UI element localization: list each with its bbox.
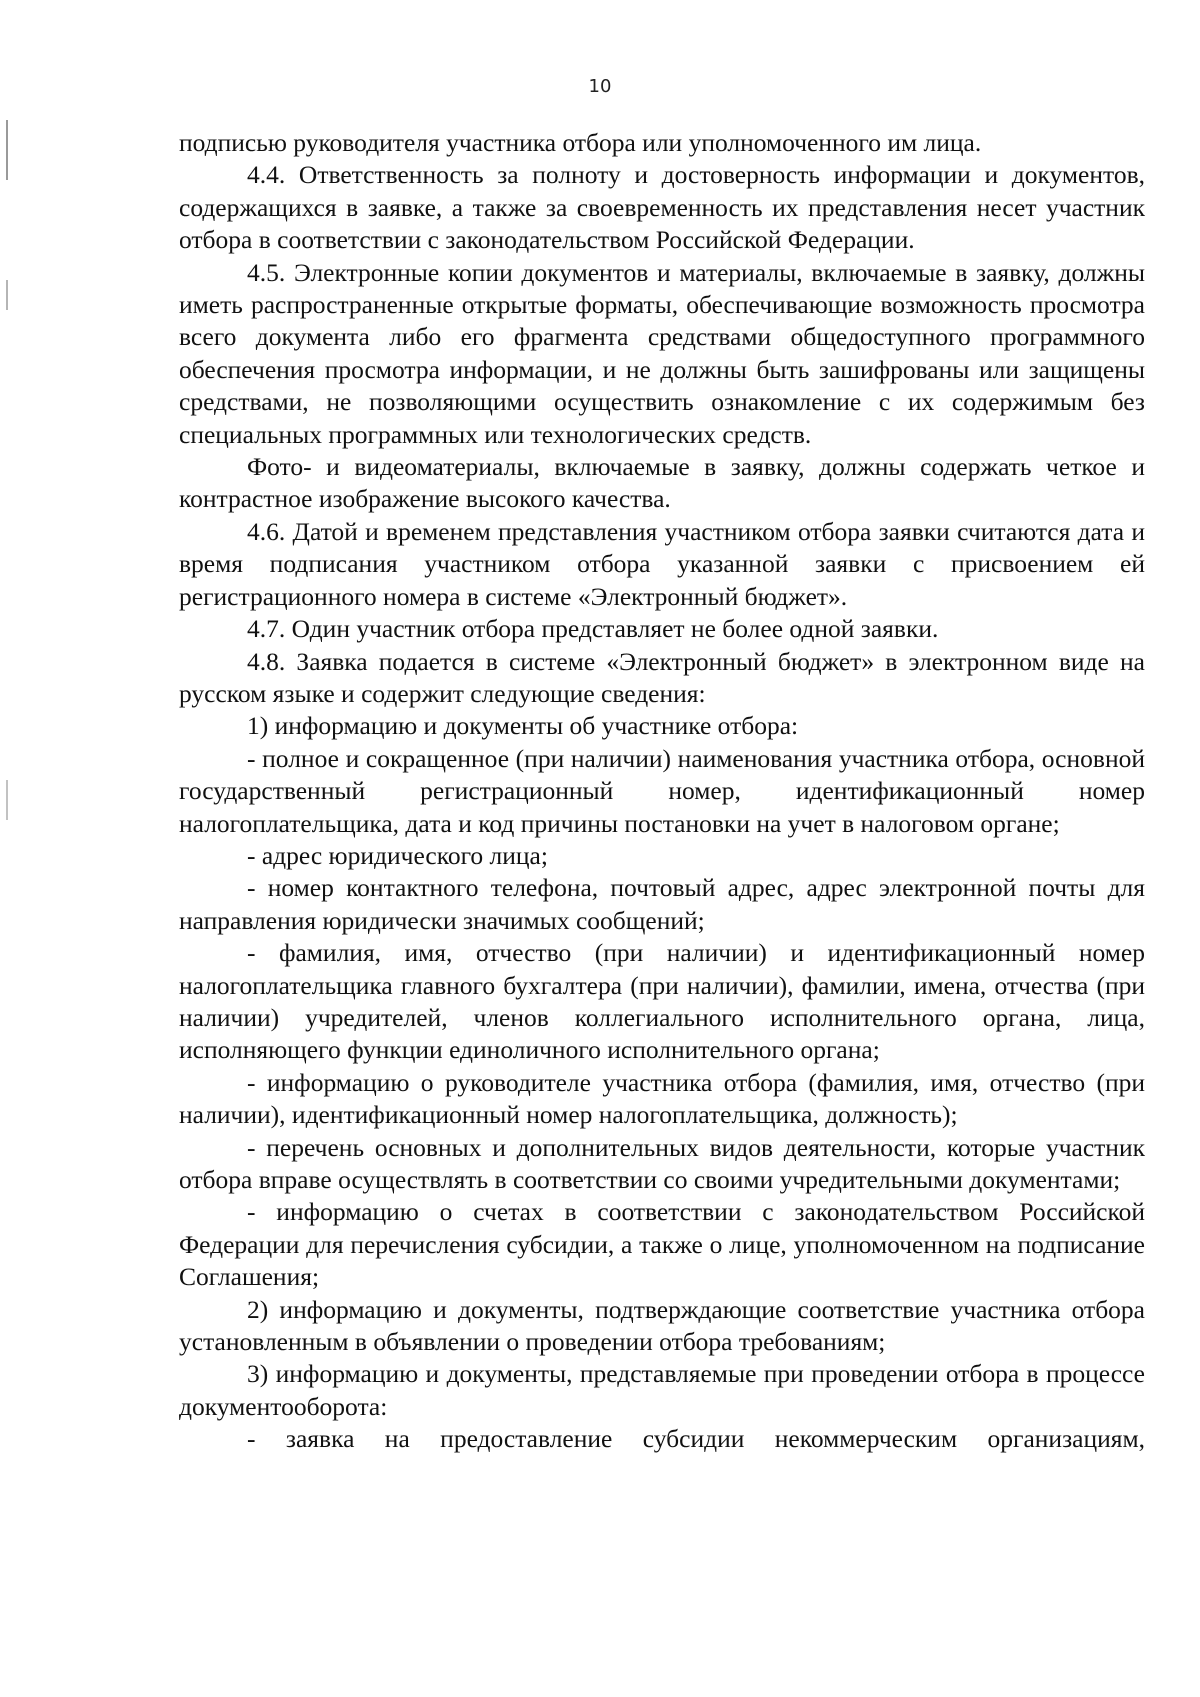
dash-list-item: - перечень основных и дополнительных видов деятельности, которые участник отбора вправе осуществлять в соответствии со своими учредительными документами; bbox=[179, 1132, 1145, 1194]
dash-list-item: - заявка на предоставление субсидии некоммерческим организациям, bbox=[247, 1424, 1145, 1454]
dash-list-item: - фамилия, имя, отчество (при наличии) и идентификационный номер налогоплательщика главного бухгалтера (при наличии), фамилии, имена, отчества (при наличии) учредителей, членов коллегиального исполнительного органа, лица, исполняющего функции единоличного исполнительного органа; bbox=[179, 938, 1145, 1065]
list-item-2: 2) информацию и документы, подтверждающие соответствие участника отбора установленным в объявлении о проведении отбора требованиям; bbox=[179, 1294, 1145, 1357]
scan-edge-mark bbox=[6, 780, 8, 820]
dash-list-item: - информацию о руководителе участника отбора (фамилия, имя, отчество (при наличии), идентификационный номер налогоплательщика, должность); bbox=[179, 1067, 1145, 1130]
paragraph-clause-4-4: 4.4. Ответственность за полноту и достоверность информации и документов, содержащихся в заявке, а также за своевременность их представления несет участник отбора в соответствии с законодательством Российской Федерации. bbox=[179, 160, 1145, 255]
dash-list-item: - полное и сокращенное (при наличии) наименования участника отбора, основной государственный регистрационный номер, идентификационный номер налогоплательщика, дата и код причины постановки на учет в налоговом органе; bbox=[179, 743, 1145, 838]
document-body bbox=[179, 127, 1145, 1456]
dash-list-item: - информацию о счетах в соответствии с законодательством Российской Федерации для перечисления субсидии, а также о лице, уполномоченном на подписание Соглашения; bbox=[179, 1197, 1145, 1292]
dash-list-item: - номер контактного телефона, почтовый адрес, адрес электронной почты для направления юридически значимых сообщений; bbox=[179, 873, 1145, 935]
page-number: 10 bbox=[588, 76, 612, 97]
list-item-1: 1) информацию и документы об участнике отбора: bbox=[247, 711, 799, 741]
paragraph-clause-4-8: 4.8. Заявка подается в системе «Электронный бюджет» в электронном виде на русском языке и содержит следующие сведения: bbox=[179, 646, 1145, 708]
paragraph-clause-4-5: 4.5. Электронные копии документов и материалы, включаемые в заявку, должны иметь распространенные открытые форматы, обеспечивающие возможность просмотра всего документа либо его фрагмента средствами общедоступного программного обеспечения просмотра информации, и не должны быть зашифрованы или защищены средствами, не позволяющими осуществить ознакомление с их содержимым без специальных программных или технологических средств. bbox=[179, 257, 1145, 449]
paragraph: подписью руководителя участника отбора или уполномоченного им лица. bbox=[179, 128, 982, 157]
dash-list-item: - адрес юридического лица; bbox=[247, 840, 548, 870]
paragraph-clause-4-7: 4.7. Один участник отбора представляет не более одной заявки. bbox=[247, 614, 939, 644]
list-item-3: 3) информацию и документы, представляемые при проведении отбора в процессе документооборота: bbox=[179, 1359, 1145, 1421]
paragraph: Фото- и видеоматериалы, включаемые в заявку, должны содержать четкое и контрастное изображение высокого качества. bbox=[179, 452, 1145, 514]
paragraph-clause-4-6: 4.6. Датой и временем представления участником отбора заявки считаются дата и время подписания участником отбора указанной заявки с присвоением ей регистрационного номера в системе «Электронный бюджет». bbox=[179, 516, 1145, 611]
scan-edge-mark bbox=[6, 120, 8, 180]
scan-edge-mark bbox=[6, 280, 8, 310]
